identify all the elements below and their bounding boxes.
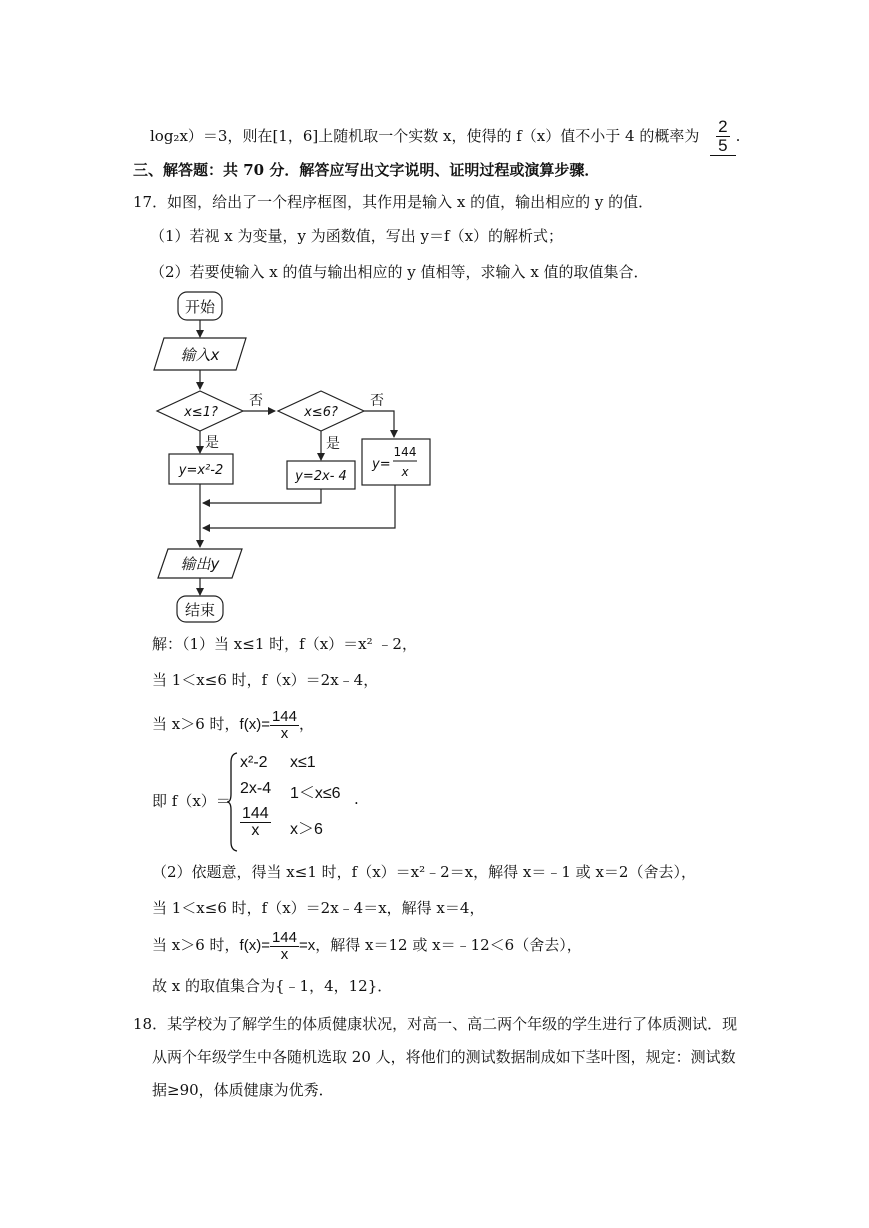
flow-start-label: 开始 <box>184 298 216 316</box>
s6-f: f(x)= <box>239 937 270 954</box>
pw-row3-den: x <box>251 822 260 839</box>
problem18-line2: 从两个年级学生中各随机选取 20 人，将他们的测试数据制成如下茎叶图，规定：测试数 <box>152 1048 736 1066</box>
pw-row3-cond: x＞6 <box>290 821 323 838</box>
s3-num: 144 <box>271 707 297 725</box>
solution-line-6 <box>152 926 582 965</box>
s3-prefix: 当 x＞6 时， <box>152 715 240 733</box>
s6-prefix: 当 x＞6 时， <box>152 936 240 954</box>
problem17-q2: （2）若要使输入 x 的值与输出相应的 y 值相等，求输入 x 值的取值集合． <box>150 263 649 281</box>
s6-tail: ，解得 x＝12 或 x＝﹣12＜6（舍去）， <box>315 936 582 954</box>
flow-no1-label: 否 <box>249 393 263 409</box>
s3-den: x <box>280 724 289 742</box>
solution-line-1: 解：（1）当 x≤1 时，f（x）＝x² ﹣2， <box>152 635 417 653</box>
problem17-stem: 17．如图，给出了一个程序框图，其作用是输入 x 的值，输出相应的 y 的值． <box>133 193 654 211</box>
solution-line-5: 当 1＜x≤6 时，f（x）＝2x﹣4＝x，解得 x＝4， <box>152 899 485 917</box>
prev-problem-text: log₂x）＝3，则在[1，6]上随机取一个实数 x，使得的 f（x）值不小于 4 的概率为 <box>150 127 705 145</box>
pw-row3-num: 144 <box>242 805 269 822</box>
solution-line-4: （2）依题意，得当 x≤1 时，f（x）＝x²﹣2＝x，解得 x＝﹣1 或 x＝2（舍去）， <box>152 863 696 881</box>
pw-label: 即 f（x）＝ <box>152 792 231 810</box>
s3-f: f(x)= <box>239 716 270 733</box>
problem18-line3: 据≥90，体质健康为优秀． <box>152 1081 334 1099</box>
pw-row1-expr: x²-2 <box>240 754 268 771</box>
s6-eq: =x <box>299 937 316 954</box>
flow-box2-label: y=2x- 4 <box>295 469 347 484</box>
flow-yes2-label: 是 <box>326 436 340 452</box>
flow-end-label: 结束 <box>184 601 216 619</box>
flow-box3-prefix: y= <box>372 457 391 472</box>
flow-box1-label: y=x²-2 <box>178 463 224 478</box>
pw-row2-cond: 1＜x≤6 <box>290 785 341 802</box>
answer-tail: . <box>735 127 741 145</box>
left-brace-icon <box>226 752 238 852</box>
pw-row3-fraction <box>240 806 271 839</box>
s6-fraction <box>270 930 299 963</box>
section-heading: 三、解答题：共 70 分．解答应写出文字说明、证明过程或演算步骤． <box>133 161 600 179</box>
flow-cond2-label: x≤6? <box>304 405 338 420</box>
flow-input-label: 输入x <box>180 346 220 364</box>
answer-numerator: 2 <box>718 117 728 136</box>
prev-problem-line <box>150 118 740 156</box>
s6-num: 144 <box>271 928 297 946</box>
s6-den: x <box>280 945 289 963</box>
pw-row1-cond: x≤1 <box>290 754 316 771</box>
flowchart <box>0 290 869 630</box>
solution-line-3 <box>152 705 314 744</box>
pw-row2-expr: 2x-4 <box>240 780 272 797</box>
solution-line-7: 故 x 的取值集合为{﹣1，4，12}． <box>152 977 393 995</box>
solution-line-2: 当 1＜x≤6 时，f（x）＝2x﹣4， <box>152 671 379 689</box>
pw-tail: . <box>354 790 359 808</box>
problem17-q1: （1）若视 x 为变量，y 为函数值，写出 y＝f（x）的解析式； <box>150 227 564 245</box>
flow-box3-den: x <box>401 465 409 479</box>
answer-fraction <box>710 118 735 156</box>
answer-denominator: 5 <box>718 136 728 155</box>
problem18-line1: 18．某学校为了解学生的体质健康状况，对高一、高二两个年级的学生进行了体质测试．现 <box>133 1015 738 1033</box>
flow-box3-num: 144 <box>393 445 417 459</box>
flow-no2-label: 否 <box>370 393 384 409</box>
flow-cond1-label: x≤1? <box>184 405 218 420</box>
flow-yes1-label: 是 <box>205 435 219 451</box>
flow-output-label: 输出y <box>180 555 220 573</box>
s3-tail: ， <box>299 715 315 733</box>
s3-fraction <box>270 709 299 742</box>
